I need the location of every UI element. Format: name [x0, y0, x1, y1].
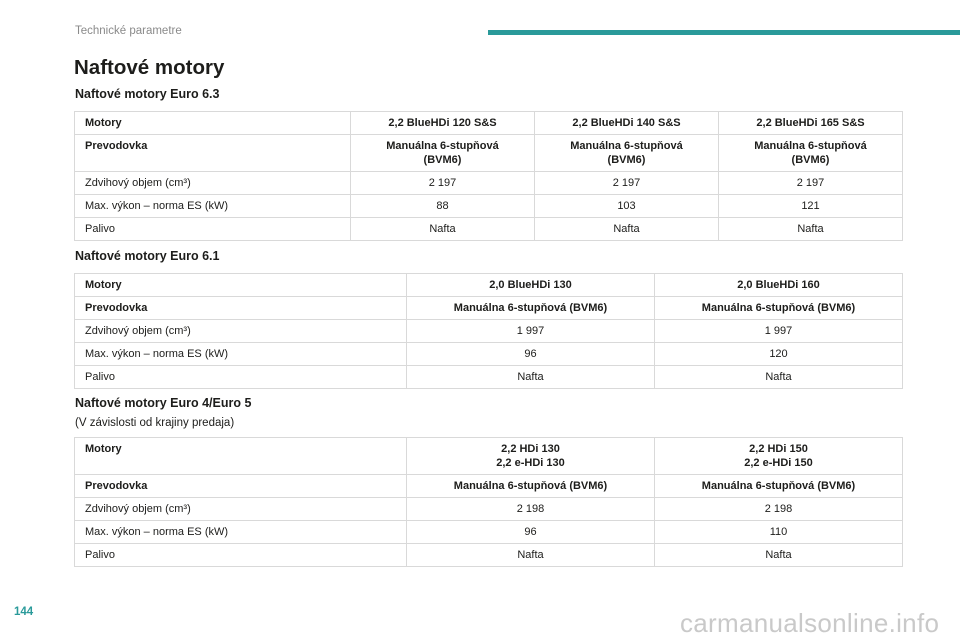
table-row [75, 320, 903, 343]
cell: 2,2 BlueHDi 165 S&S [719, 112, 903, 135]
spec-table-euro-4-5 [74, 437, 903, 567]
cell: Manuálna 6-stupňová (BVM6) [655, 475, 903, 498]
table-row [75, 218, 903, 241]
row-label: Prevodovka [75, 297, 407, 320]
cell: 2,2 BlueHDi 120 S&S [351, 112, 535, 135]
section-title-euro-6-3: Naftové motory Euro 6.3 [75, 87, 220, 101]
cell: 2 197 [351, 172, 535, 195]
table-row [75, 135, 903, 172]
table-row [75, 195, 903, 218]
row-label: Motory [75, 274, 407, 297]
table-row [75, 475, 903, 498]
section-title-euro-4-5: Naftové motory Euro 4/Euro 5 [75, 396, 252, 410]
cell: 2,2 HDi 150 2,2 e-HDi 150 [655, 438, 903, 475]
cell: 96 [407, 521, 655, 544]
cell: Manuálna 6-stupňová (BVM6) [535, 135, 719, 172]
cell: Nafta [719, 218, 903, 241]
cell: 103 [535, 195, 719, 218]
table-row [75, 544, 903, 567]
cell: 2,2 HDi 130 2,2 e-HDi 130 [407, 438, 655, 475]
cell: 88 [351, 195, 535, 218]
row-label: Palivo [75, 366, 407, 389]
row-label: Motory [75, 438, 407, 475]
cell: Manuálna 6-stupňová (BVM6) [719, 135, 903, 172]
cell: 96 [407, 343, 655, 366]
cell: Nafta [535, 218, 719, 241]
watermark: carmanualsonline.info [680, 608, 940, 638]
row-label: Max. výkon – norma ES (kW) [75, 343, 407, 366]
cell: 2 198 [407, 498, 655, 521]
cell: 1 997 [407, 320, 655, 343]
cell: 110 [655, 521, 903, 544]
page-number: 144 [14, 606, 34, 618]
table-row [75, 498, 903, 521]
table-row [75, 438, 903, 475]
cell: 2,0 BlueHDi 160 [655, 274, 903, 297]
cell: 2,0 BlueHDi 130 [407, 274, 655, 297]
table-row [75, 297, 903, 320]
spec-table-euro-6-3 [74, 111, 903, 241]
row-label: Zdvihový objem (cm³) [75, 320, 407, 343]
cell: 120 [655, 343, 903, 366]
table-row [75, 274, 903, 297]
cell: Nafta [407, 544, 655, 567]
table-row [75, 343, 903, 366]
row-label: Max. výkon – norma ES (kW) [75, 521, 407, 544]
spec-table-euro-6-1 [74, 273, 903, 389]
cell: Nafta [655, 544, 903, 567]
table-row [75, 172, 903, 195]
page-title: Naftové motory [74, 56, 225, 79]
section-note: (V závislosti od krajiny predaja) [75, 417, 235, 429]
cell: 2 197 [719, 172, 903, 195]
cell: Manuálna 6-stupňová (BVM6) [407, 297, 655, 320]
cell: Manuálna 6-stupňová (BVM6) [407, 475, 655, 498]
running-header: Technické parametre [75, 25, 182, 37]
cell: 1 997 [655, 320, 903, 343]
row-label: Zdvihový objem (cm³) [75, 172, 351, 195]
row-label: Palivo [75, 218, 351, 241]
table-row [75, 112, 903, 135]
row-label: Palivo [75, 544, 407, 567]
table-row [75, 366, 903, 389]
cell: Nafta [407, 366, 655, 389]
cell: Manuálna 6-stupňová (BVM6) [351, 135, 535, 172]
table-row [75, 521, 903, 544]
cell: Nafta [655, 366, 903, 389]
row-label: Motory [75, 112, 351, 135]
cell: 121 [719, 195, 903, 218]
cell: Manuálna 6-stupňová (BVM6) [655, 297, 903, 320]
cell: 2 197 [535, 172, 719, 195]
section-title-euro-6-1: Naftové motory Euro 6.1 [75, 249, 220, 263]
row-label: Zdvihový objem (cm³) [75, 498, 407, 521]
header-accent-bar [488, 30, 960, 35]
cell: 2 198 [655, 498, 903, 521]
row-label: Prevodovka [75, 475, 407, 498]
cell: 2,2 BlueHDi 140 S&S [535, 112, 719, 135]
row-label: Prevodovka [75, 135, 351, 172]
cell: Nafta [351, 218, 535, 241]
row-label: Max. výkon – norma ES (kW) [75, 195, 351, 218]
